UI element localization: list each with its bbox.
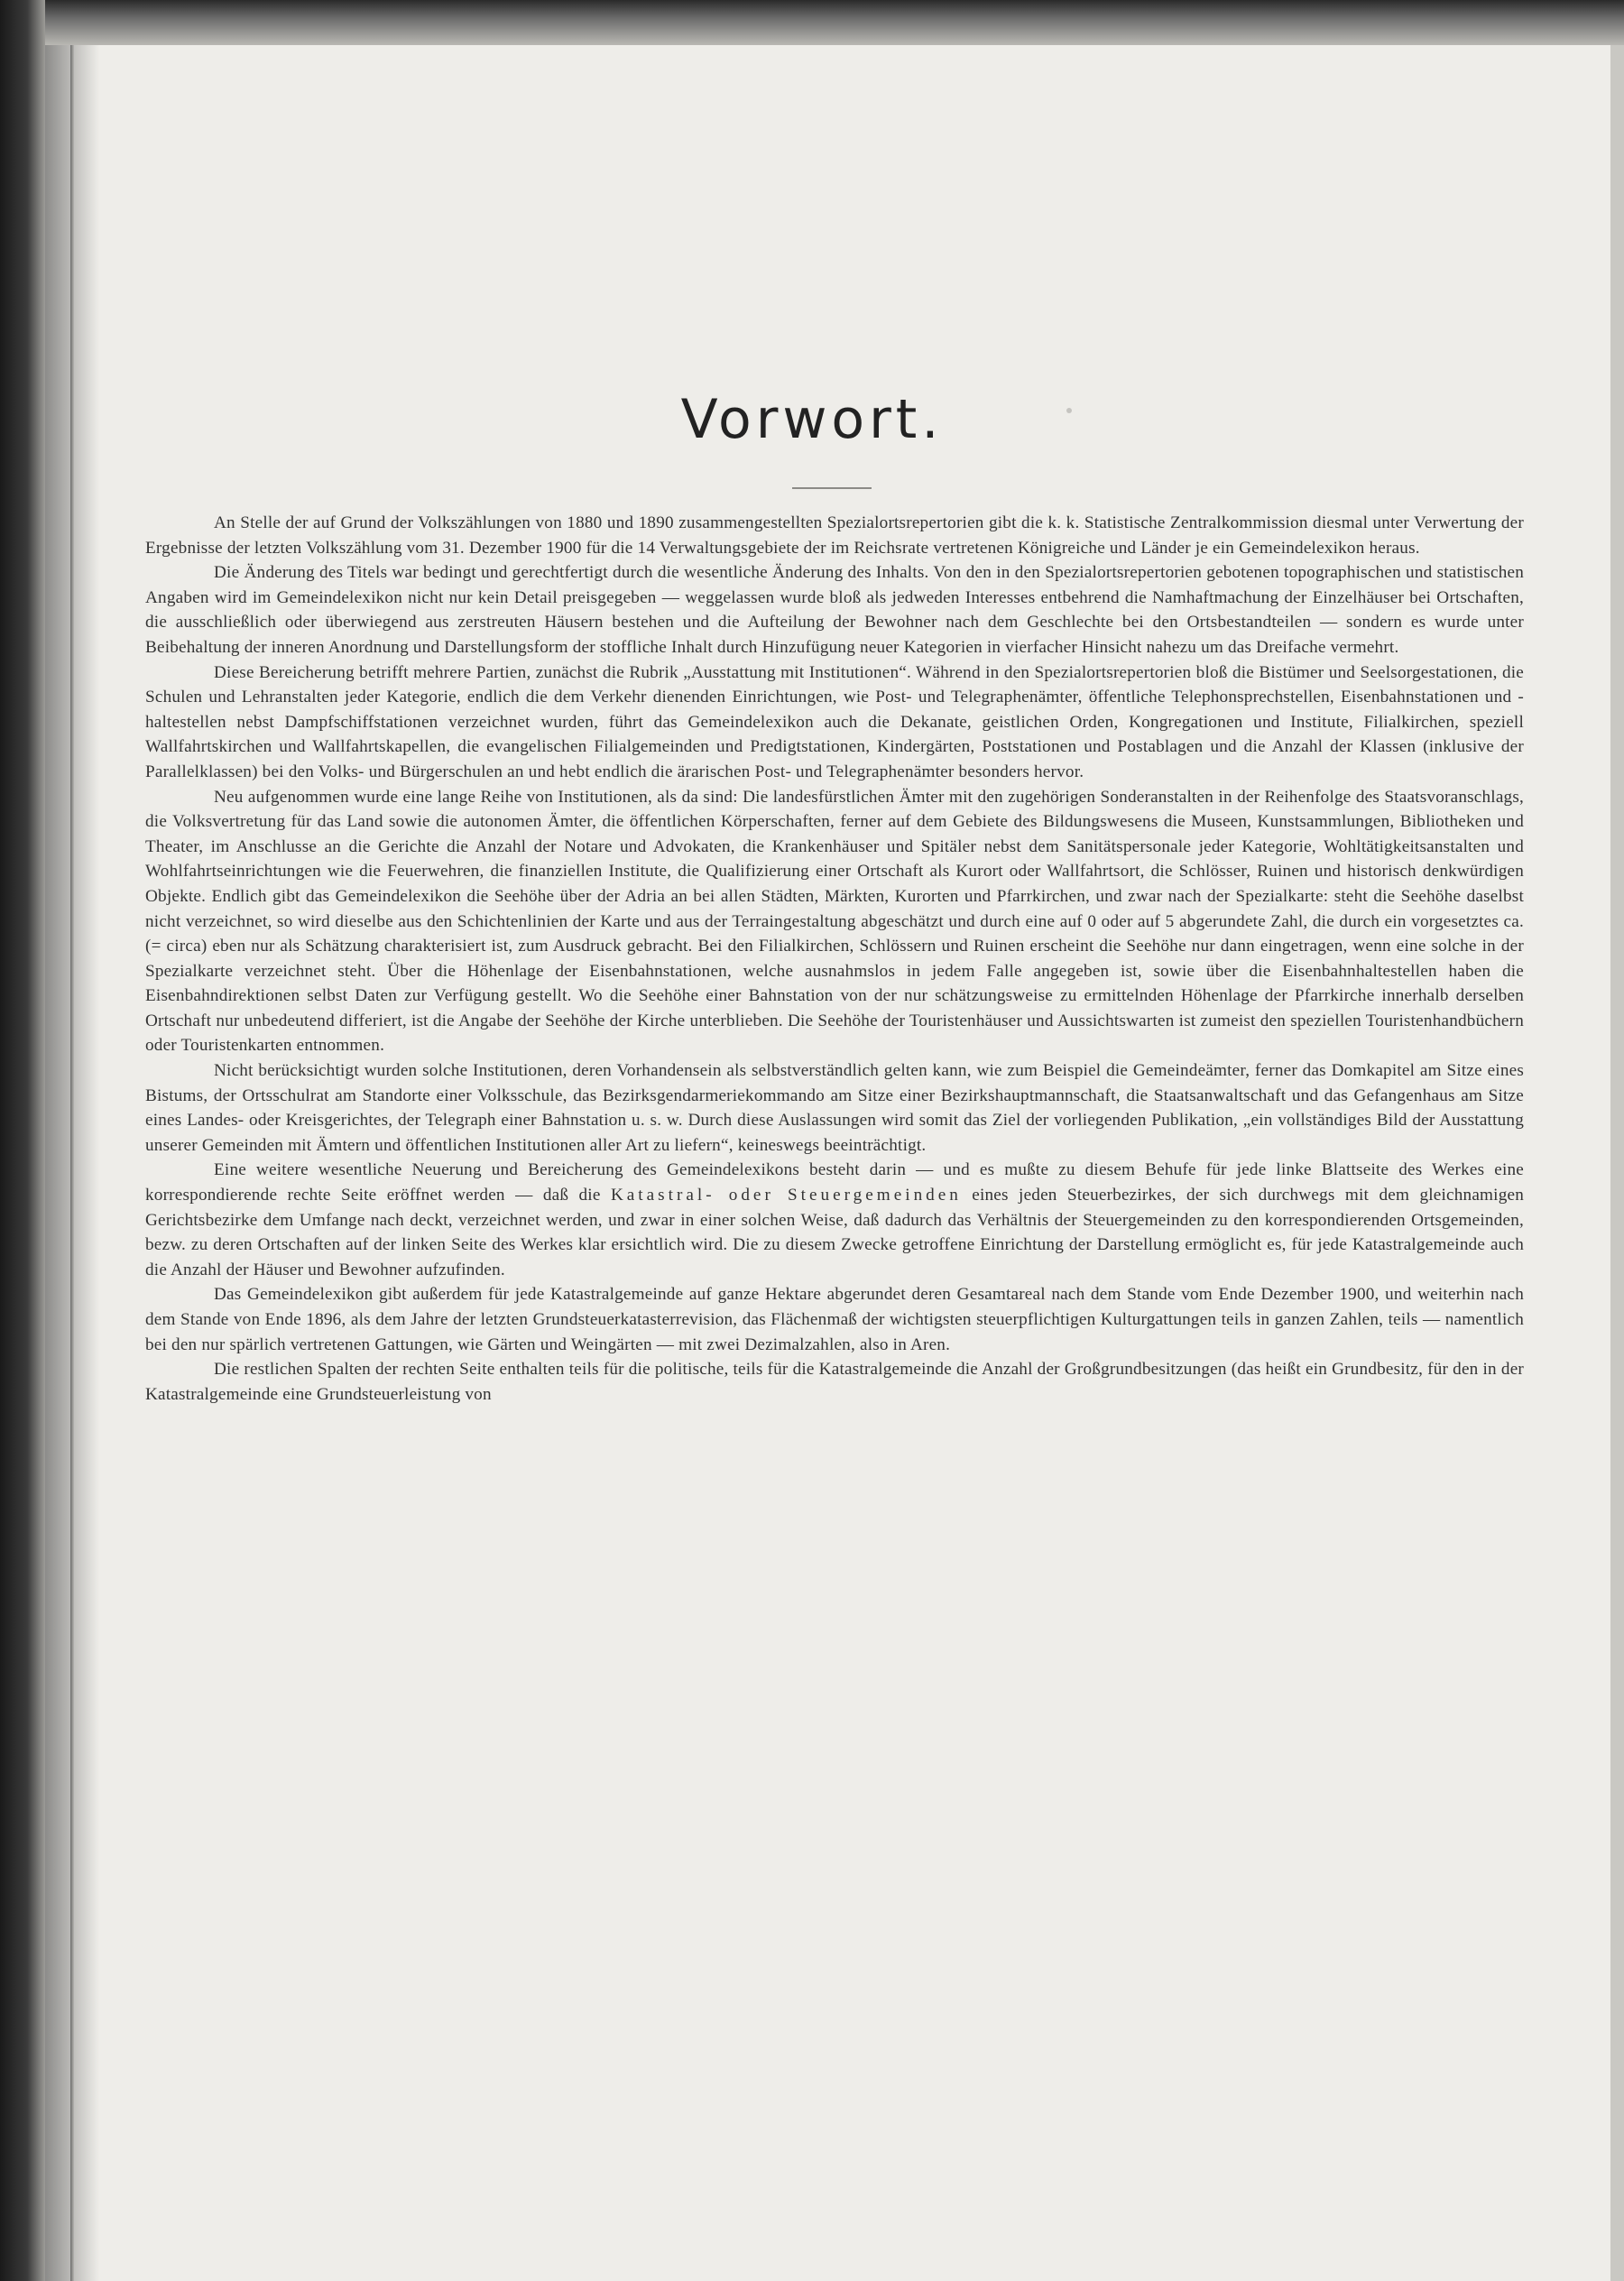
scan-top-shadow: [0, 0, 1624, 45]
emphasized-term: Katastral- oder Steuergemeinden: [610, 1186, 962, 1205]
foreword-body: [145, 511, 1524, 1407]
paragraph-4: Neu aufgenommen wurde eine lange Reihe von Institutionen, als da sind: Die landesfürstlichen Ämter mit den zugehörigen Sonderanstalten in der Reihenfolge des Staatsvoranschlags, die Volksvertretung für das Land sowie die autonomen Ämter, die öffentlichen Körperschaften, ferner auf dem Gebiete des Bildungswesens die Museen, Kunstsammlungen, Bibliotheken und Theater, im Anschlusse an die Gerichte die Anzahl der Notare und Advokaten, die Krankenhäuser und Spitäler nebst dem Sanitätspersonale jeder Kategorie, Wohltätigkeitsanstalten und Wohlfahrtseinrichtungen wie die Feuerwehren, die finanziellen Institute, die Qualifizierung einer Ortschaft als Kurort oder Wallfahrtsort, die Schlösser, Ruinen und historisch denkwürdigen Objekte. Endlich gibt das Gemeindelexikon die Seehöhe über der Adria an bei allen Städten, Märkten, Kurorten und Pfarrkirchen, und zwar nach der Spezialkarte: steht die Seehöhe daselbst nicht verzeichnet, so wird dieselbe aus den Schichtenlinien der Karte und aus der Terraingestaltung abgeschätzt und durch eine auf 0 oder auf 5 abgerundete Zahl, die durch ein vorgesetztes ca. (= circa) eben nur als Schätzung charakterisiert ist, zum Ausdruck gebracht. Bei den Filialkirchen, Schlössern und Ruinen erscheint die Seehöhe nur dann eingetragen, wenn eine solche in der Spezialkarte verzeichnet steht. Über die Höhenlage der Eisenbahnstationen, welche ausnahmslos in jedem Falle angegeben ist, sowie über die Eisenbahnhaltestellen haben die Eisenbahndirektionen selbst Daten zur Verfügung gestellt. Wo die Seehöhe einer Bahnstation von der nur schätzungsweise zu ermittelnden Höhenlage der Pfarrkirche innerhalb derselben Ortschaft nur unbedeutend differiert, ist die Angabe der Seehöhe der Kirche unterblieben. Die Seehöhe der Touristenhäuser und Aussichtswarten ist zumeist den speziellen Touristenhandbüchern oder Touristenkarten entnommen.: [145, 787, 1524, 1056]
paragraph-2: Die Änderung des Titels war bedingt und gerechtfertigt durch die wesentliche Änderung des Inhalts. Von den in den Spezialortsrepertorien gebotenen topographischen und statistischen Angaben wird im Gemeindelexikon nicht nur kein Detail preisgegeben — weggelassen wurde bloß als jedweden Interesses entbehrend die Namhaftmachung der Einzelhäuser bei Ortschaften, die ausschließlich oder überwiegend aus zerstreuten Häusern bestehen und die Aufteilung der Bewohner nach dem Geschlechte bei den Ortsbestandteilen — sondern es wurde unter Beibehaltung der inneren Anordnung und Darstellungsform der stoffliche Inhalt durch Hinzufügung neuer Kategorien in vierfacher Hinsicht nahezu um das Dreifache vermehrt.: [145, 563, 1524, 657]
paragraph-5: Nicht berücksichtigt wurden solche Institutionen, deren Vorhandensein als selbstverständlich gelten kann, wie zum Beispiel die Gemeindeämter, ferner das Domkapitel am Sitze eines Bistums, der Ortsschulrat am Standorte einer Volksschule, das Bezirksgendarmeriekommando am Sitze einer Bezirkshauptmannschaft, die Staatsanwaltschaft und das Gefangenhaus am Sitze eines Landes- oder Kreisgerichtes, der Telegraph einer Bahnstation u. s. w. Durch diese Auslassungen wird somit das Ziel der vorliegenden Publikation, „ein vollständiges Bild der Ausstattung unserer Gemeinden mit Ämtern und öffentlichen Institutionen aller Art zu liefern“, keineswegs beeinträchtigt.: [145, 1061, 1524, 1155]
paragraph-6-end: eines jeden Steuerbezirkes, der sich durchwegs mit dem gleichnamigen Gerichtsbezirke dem Umfange nach deckt, verzeichnet werden, und zwar in einer solchen Weise, daß dadurch das Verhältnis der Steuergemeinden zu den korrespondierenden Ortsgemeinden, bezw. zu deren Ortschaften auf der linken Seite des Werkes klar ersichtlich wird. Die zu diesem Zwecke getroffene Einrichtung der Darstellung ermöglicht es, für jede Katastralgemeinde auch die Anzahl der Häuser und Bewohner aufzufinden.: [145, 1186, 1525, 1279]
paragraph-7: Das Gemeindelexikon gibt außerdem für jede Katastralgemeinde auf ganze Hektare abgerundet deren Gesamtareal nach dem Stande vom Ende Dezember 1900, und weiterhin nach dem Stande von Ende 1896, als dem Jahre der letzten Grundsteuerkatasterrevision, das Flächenmaß der wichtigsten steuerpflichtigen Kulturgattungen teils in ganzen Zahlen, teils — namentlich bei den nur spärlich vertretenen Gattungen, wie Gärten und Weingärten — mit zwei Dezimalzahlen, also in Aren.: [145, 1285, 1524, 1354]
scan-left-edge: [0, 0, 45, 2281]
title-divider: [792, 487, 872, 489]
paragraph-1: An Stelle der auf Grund der Volkszählungen von 1880 und 1890 zusammengestellten Spezialortsrepertorien gibt die k. k. Statistische Zentralkommission diesmal unter Verwertung der Ergebnisse der letzten Volkszählung vom 31. Dezember 1900 für die 14 Verwaltungsgebiete der im Reichsrate vertretenen Königreiche und Länder je ein Gemeindelexikon heraus.: [145, 513, 1524, 558]
paragraph-3: Diese Bereicherung betrifft mehrere Partien, zunächst die Rubrik „Ausstattung mit Institutionen“. Während in den Spezialortsrepertorien bloß die Bistümer und Seelsorgestationen, die Schulen und Lehranstalten jeder Kategorie, endlich die dem Verkehr dienenden Einrichtungen, wie Post- und Telegraphenämter, öffentliche Telephonsprechstellen, Eisenbahnstationen und -haltestellen nebst Dampfschiffstationen verzeichnet wurden, führt das Gemeindelexikon auch die Dekanate, geistlichen Orden, Kongregationen und Institute, Filialkirchen, speziell Wallfahrtskirchen und Wallfahrtskapellen, die evangelischen Filialgemeinden und Predigtstationen, Kindergärten, Poststationen und Postablagen und die Anzahl der Klassen (inklusive der Parallelklassen) bei den Volks- und Bürgerschulen an und hebt endlich die ärarischen Post- und Telegraphenämter besonders hervor.: [145, 662, 1524, 781]
paragraph-6: [145, 1158, 1524, 1282]
page-title: Vorwort.: [680, 388, 944, 451]
paragraph-8: Die restlichen Spalten der rechten Seite enthalten teils für die politische, teils für die Katastralgemeinde die Anzahl der Großgrundbesitzungen (das heißt ein Grundbesitz, für den in der Katastralgemeinde eine Grundsteuerleistung von: [145, 1360, 1524, 1404]
binding-gutter-line: [70, 45, 74, 2281]
paragraph-6-start: Eine weitere wesentliche Neuerung und Bereicherung des Gemeindelexikons besteht darin — und es mußte zu diesem Behufe für jede linke Blattseite des Werkes eine korrespondierende rechte Seite eröffnet werden — daß die: [145, 1160, 1524, 1205]
